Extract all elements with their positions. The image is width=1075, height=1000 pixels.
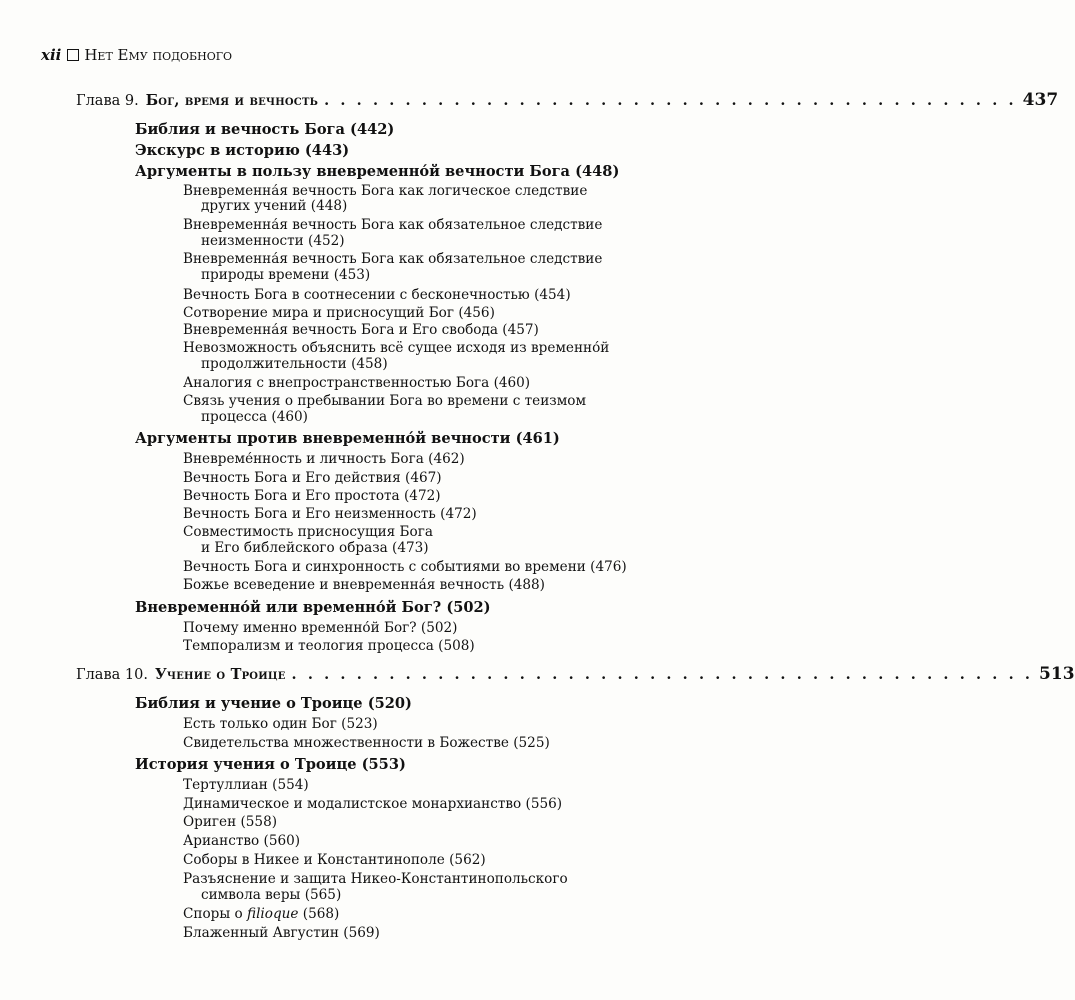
section-page: (502) [446, 599, 491, 616]
subsection-page: (472) [440, 506, 477, 522]
subsection-page: (462) [428, 451, 465, 467]
subsection-page: (452) [308, 233, 345, 249]
section-title: Аргументы в пользу вневременно́й вечности Бога [135, 163, 570, 180]
toc-subsection[interactable] [183, 451, 465, 468]
toc-subsection[interactable] [183, 833, 300, 850]
subsection-title: Аналогия с внепространственностью Бога [183, 375, 490, 391]
toc-subsection[interactable] [183, 470, 442, 487]
subsection-title: Божье всеведение и вневременна́я вечность [183, 577, 505, 593]
toc-subsection[interactable] [183, 577, 545, 594]
toc-section[interactable] [135, 142, 349, 159]
toc-section[interactable] [135, 756, 406, 773]
subsection-page: (554) [272, 777, 309, 793]
toc-subsection-cont[interactable] [201, 887, 341, 904]
subsection-title: Блаженный Августин [183, 925, 339, 941]
section-page: (553) [361, 756, 406, 773]
subsection-page: (508) [438, 638, 475, 654]
subsection-title-cont: неизменности [201, 233, 304, 249]
subsection-title: Сотворение мира и присносущий Бог [183, 305, 454, 321]
dot-leader: . . . . . . . . . . . . . . . . . . . . . . . . . . . . . . . . . . . . . . . . . . . [324, 92, 1017, 109]
subsection-title-cont: природы времени [201, 267, 330, 283]
subsection-page: (488) [508, 577, 545, 593]
toc-subsection[interactable] [183, 871, 568, 888]
toc-subsection[interactable] [183, 620, 457, 637]
toc-subsection[interactable] [183, 375, 530, 392]
subsection-title: Вневременна́я вечность Бога как обязательное следствие [183, 251, 603, 267]
subsection-title: Совместимость присносущия Бога [183, 524, 433, 540]
toc-subsection[interactable] [183, 217, 602, 234]
subsection-page: (457) [502, 322, 539, 338]
subsection-page: (460) [493, 375, 531, 391]
subsection-title: Вневреме́нность и личность Бога [183, 451, 424, 467]
subsection-title: Вечность Бога и Его действия [183, 470, 401, 486]
toc-section[interactable] [135, 695, 412, 712]
toc-chapter-10[interactable] [76, 664, 1075, 684]
subsection-title: Споры о [183, 906, 243, 922]
subsection-page: (458) [351, 356, 388, 372]
subsection-page: (562) [449, 852, 486, 868]
chapter-label: Глава 9. [76, 93, 139, 109]
section-title: Вневременно́й или временно́й Бог? [135, 599, 442, 616]
toc-subsection[interactable] [183, 340, 609, 357]
subsection-page: (502) [420, 620, 458, 636]
subsection-title: Невозможность объяснить всё сущее исходя из временно́й [183, 340, 610, 356]
toc-subsection-cont[interactable] [201, 233, 345, 250]
subsection-page: (473) [392, 540, 429, 556]
toc-subsection[interactable] [183, 777, 309, 794]
section-page: (461) [515, 430, 560, 447]
toc-chapter-9[interactable] [76, 90, 1059, 110]
subsection-page: (523) [341, 716, 378, 732]
subsection-page: (525) [513, 735, 550, 751]
section-title: Библия и вечность Бога [135, 121, 345, 138]
toc-section[interactable] [135, 430, 560, 447]
toc-subsection[interactable] [183, 906, 339, 923]
subsection-page: (558) [240, 814, 278, 830]
section-page: (520) [367, 695, 412, 712]
toc-subsection[interactable] [183, 925, 380, 942]
subsection-title: Вечность Бога и синхронность с событиями во времени [183, 559, 586, 575]
subsection-title: Вневременна́я вечность Бога и Его свобода [183, 322, 498, 338]
toc-section[interactable] [135, 121, 394, 138]
toc-subsection[interactable] [183, 814, 277, 831]
subsection-page: (569) [343, 925, 380, 941]
subsection-title: Арианство [183, 833, 260, 849]
subsection-title: Динамическое и модалистское монархианство [183, 796, 522, 812]
subsection-page: (467) [405, 470, 442, 486]
subsection-title: Разъяснение и защита Никео-Константинопольского [183, 871, 568, 887]
subsection-page: (476) [590, 559, 627, 575]
toc-subsection[interactable] [183, 393, 586, 410]
subsection-title-term: filioque [247, 906, 299, 922]
toc-subsection[interactable] [183, 524, 433, 541]
running-header [41, 46, 232, 64]
subsection-title: Темпорализм и теология процесса [183, 638, 434, 654]
toc-subsection-cont[interactable] [201, 198, 347, 215]
subsection-page: (568) [302, 906, 340, 922]
subsection-page: (448) [310, 198, 348, 214]
toc-subsection-cont[interactable] [201, 409, 308, 426]
subsection-title-cont: символа веры [201, 887, 301, 903]
subsection-title: Связь учения о пребывании Бога во времени с теизмом [183, 393, 587, 409]
toc-section[interactable] [135, 599, 491, 616]
subsection-title: Соборы в Никее и Константинополе [183, 852, 445, 868]
chapter-title: Учение о Троице [154, 666, 286, 683]
subsection-title: Почему именно временно́й Бог? [183, 620, 417, 636]
section-page: (448) [575, 163, 620, 180]
subsection-title-cont: других учений [201, 198, 307, 214]
toc-subsection[interactable] [183, 506, 477, 523]
square-icon [67, 49, 79, 61]
toc-section[interactable] [135, 163, 619, 180]
subsection-title-cont: процесса [201, 409, 268, 425]
toc-subsection-cont[interactable] [201, 356, 388, 373]
subsection-title: Вечность Бога и Его неизменность [183, 506, 436, 522]
subsection-page: (472) [404, 488, 441, 504]
section-title: Библия и учение о Троице [135, 695, 363, 712]
chapter-page: 513 [1039, 664, 1075, 684]
section-title: Экскурс в историю [135, 142, 300, 159]
subsection-title-cont: и Его библейского образа [201, 540, 388, 556]
subsection-title-cont: продолжительности [201, 356, 347, 372]
toc-subsection[interactable] [183, 716, 378, 733]
subsection-page: (456) [458, 305, 495, 321]
toc-subsection[interactable] [183, 287, 571, 304]
toc-subsection[interactable] [183, 305, 495, 322]
subsection-page: (556) [525, 796, 563, 812]
subsection-page: (460) [271, 409, 308, 425]
subsection-title: Вечность Бога в соотнесении с бесконечностью [183, 287, 530, 303]
dot-leader: . . . . . . . . . . . . . . . . . . . . . . . . . . . . . . . . . . . . . . . . . . . . . . [291, 666, 1034, 683]
subsection-title: Вечность Бога и Его простота [183, 488, 400, 504]
chapter-page: 437 [1022, 90, 1059, 110]
chapter-label: Глава 10. [76, 667, 148, 683]
toc-subsection[interactable] [183, 251, 602, 268]
subsection-title: Есть только один Бог [183, 716, 337, 732]
section-page: (443) [304, 142, 350, 159]
section-title: Аргументы против вневременно́й вечности [135, 430, 511, 447]
toc-subsection[interactable] [183, 559, 627, 576]
toc-subsection-cont[interactable] [201, 267, 370, 284]
subsection-page: (454) [534, 287, 571, 303]
subsection-title: Свидетельства множественности в Божестве [183, 735, 509, 751]
subsection-title: Вневременна́я вечность Бога как логическое следствие [183, 183, 588, 199]
book-title: Нет Ему подобного [84, 46, 233, 64]
toc-subsection[interactable] [183, 322, 539, 339]
subsection-page: (560) [263, 833, 301, 849]
section-page: (442) [350, 121, 395, 138]
toc-subsection[interactable] [183, 638, 475, 655]
toc-subsection-cont[interactable] [201, 540, 429, 557]
page-number: xii [41, 46, 62, 64]
section-title: История учения о Троице [135, 756, 357, 773]
toc-subsection[interactable] [183, 735, 550, 752]
toc-subsection[interactable] [183, 796, 562, 813]
toc-subsection[interactable] [183, 488, 441, 505]
chapter-title: Бог, время и вечность [145, 92, 319, 109]
subsection-page: (565) [304, 887, 342, 903]
subsection-page: (453) [333, 267, 371, 283]
subsection-title: Тертуллиан [183, 777, 268, 793]
toc-subsection[interactable] [183, 852, 486, 869]
subsection-title: Ориген [183, 814, 237, 830]
subsection-title: Вневременна́я вечность Бога как обязательное следствие [183, 217, 603, 233]
